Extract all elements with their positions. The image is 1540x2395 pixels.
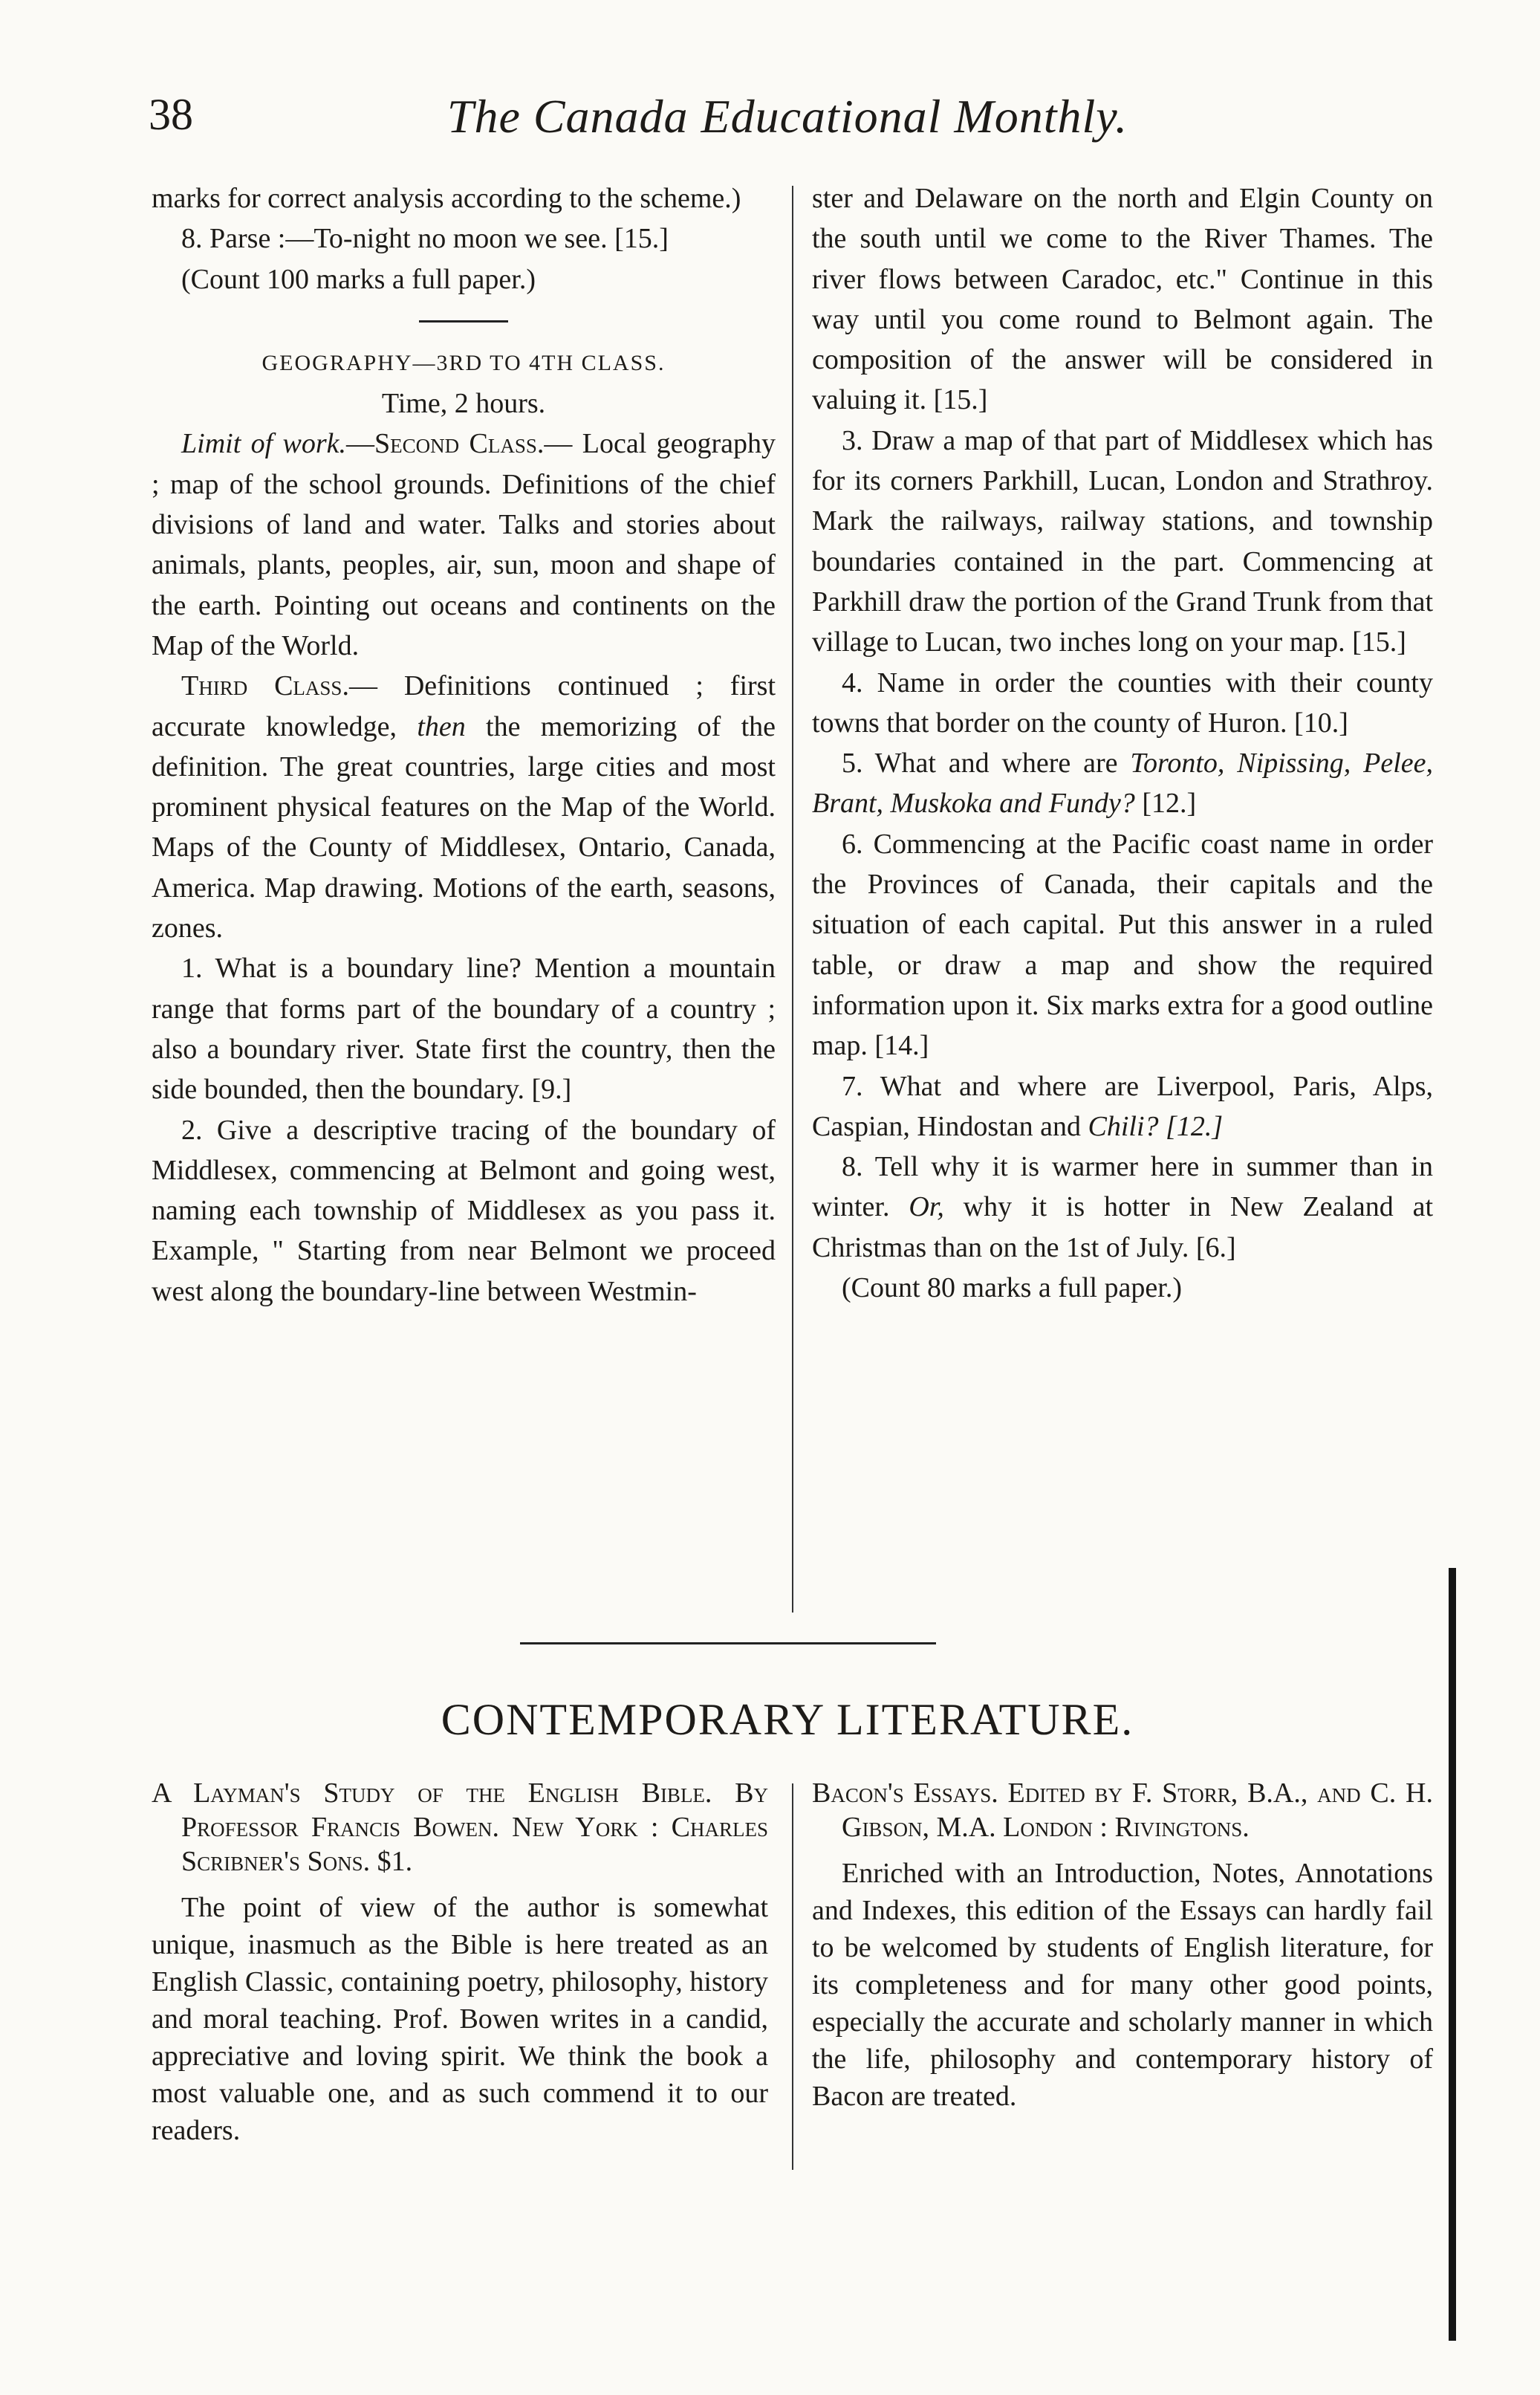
question-7-marks: Chili? [12.] (1088, 1110, 1224, 1142)
column-divider (792, 186, 793, 1613)
count-note: (Count 100 marks a full paper.) (181, 263, 536, 295)
third-class-label: Third Class. (181, 670, 349, 702)
paragraph-scheme: marks for correct analysis according to the scheme.) (152, 183, 741, 214)
question-2-continued: ster and Delaware on the north and Elgin County on the south until we come to the River Thames. The river flows between Caradoc, etc." Continue in this way until you come round to Belmont again. The composition of the answer will be considered in valuing it. [15.] (812, 183, 1433, 416)
question-6: 6. Commencing at the Pacific coast name in order the Provinces of Canada, their capitals and the situation of each capital. Put this answer in a ruled table, or draw a map and show the required information upon it. Six marks extra for a good outline map. [14.] (812, 828, 1433, 1062)
review-column-divider (792, 1783, 793, 2170)
question-parse: 8. Parse :—To-night no moon we see. [15.] (181, 223, 669, 255)
question-8-or: Or, (909, 1191, 944, 1223)
limit-of-work-paragraph (152, 424, 776, 666)
third-class-then: then (417, 710, 466, 742)
review-right (812, 1776, 1433, 2115)
question-5-places: Toronto, Nipissing, Pelee, Brant, Muskoka and Fundy? (812, 748, 1434, 820)
review-body-left: The point of view of the author is somewhat unique, inasmuch as the Bible is here treated as an English Classic, containing poetry, philosophy, history and moral teaching. Prof. Bowen writes in a candid, appreciative and loving spirit. We think the book a most valuable one, and as such commend it to our readers. (152, 1892, 768, 2146)
third-class-text-a: — Definitions continued ; first accurate knowledge, (152, 670, 776, 742)
third-class-paragraph (152, 666, 776, 948)
question-3: 3. Draw a map of that part of Middlesex which has for its corners Parkhill, Lucan, London and Strathroy. Mark the railways, railway stations, and township boundaries contained in the part. Commencing at Parkhill draw the portion of the Grand Trunk from that village to Lucan, two inches long on your map. [15.] (812, 424, 1433, 658)
second-class-label: Second Class. (374, 428, 545, 460)
question-7 (812, 1066, 1433, 1147)
page-number: 38 (149, 90, 193, 139)
section-heading-geography: GEOGRAPHY—3RD TO 4TH CLASS. (261, 350, 666, 375)
review-left (152, 1776, 768, 2149)
section-rule (520, 1642, 936, 1644)
right-column (812, 178, 1433, 1308)
limit-label: Limit of work. (181, 428, 347, 460)
question-5 (812, 743, 1433, 824)
time-allowed: Time, 2 hours. (381, 388, 546, 420)
count-note-right: (Count 80 marks a full paper.) (842, 1272, 1183, 1304)
question-2: 2. Give a descriptive tracing of the boundary of Middlesex, commencing at Belmont and going west, naming each township of Middlesex as you pass it. Example, " Starting from near Belmont we proceed west along the boundary-line between Westmin- (152, 1114, 776, 1307)
question-8-text-a: 8. Tell why it is warmer here in summer than in winter. (812, 1151, 1433, 1223)
scan-edge-bar (1449, 1568, 1456, 2341)
second-class-text: — Local geography ; map of the school grounds. Definitions of the chief divisions of land and water. Talks and stories about animals, plants, peoples, air, sun, moon and shape of the earth. Pointing out oceans and continents on the Map of the World. (152, 428, 776, 661)
limit-dash: — (346, 428, 375, 460)
question-5-text: 5. What and where are (842, 748, 1131, 780)
review-heading-right: Bacon's Essays. Edited by F. Storr, B.A., and C. H. Gibson, M.A. London : Rivingtons. (812, 1777, 1433, 1843)
question-5-marks: [12.] (1134, 788, 1197, 820)
section-title: CONTEMPORARY LITERATURE. (441, 1695, 1134, 1744)
question-1: 1. What is a boundary line? Mention a mountain range that forms part of the boundary of a country ; also a boundary river. State first the country, then the side bounded, then the boundary. [9.] (152, 953, 776, 1106)
question-8 (812, 1147, 1433, 1268)
third-class-text-b: the memorizing of the definition. The great countries, large cities and most prominent physical features on the Map of the World. Maps of the County of Middlesex, Ontario, Canada, America. Map drawing. Motions of the earth, seasons, zones. (152, 710, 776, 944)
left-column (152, 178, 776, 1312)
question-8-text-b: why it is hotter in New Zealand at Christmas than on the 1st of July. [6.] (812, 1191, 1434, 1263)
journal-title: The Canada Educational Monthly. (446, 90, 1128, 143)
review-heading-left: A Layman's Study of the English Bible. By Professor Francis Bowen. New York : Charles Scribner's Sons. $1. (152, 1777, 768, 1877)
question-7-text: 7. What and where are Liverpool, Paris, Alps, Caspian, Hindostan and (812, 1070, 1433, 1142)
review-body-right: Enriched with an Introduction, Notes, Annotations and Indexes, this edition of the Essays can hardly fail to be welcomed by students of English literature, for its completeness and for many other good points, especially the accurate and scholarly manner in which the life, philosophy and contemporary history of Bacon are treated. (812, 1858, 1433, 2112)
short-rule (419, 320, 508, 323)
question-4: 4. Name in order the counties with their county towns that border on the county of Huron. [10.] (812, 667, 1433, 739)
running-head (149, 89, 1426, 156)
